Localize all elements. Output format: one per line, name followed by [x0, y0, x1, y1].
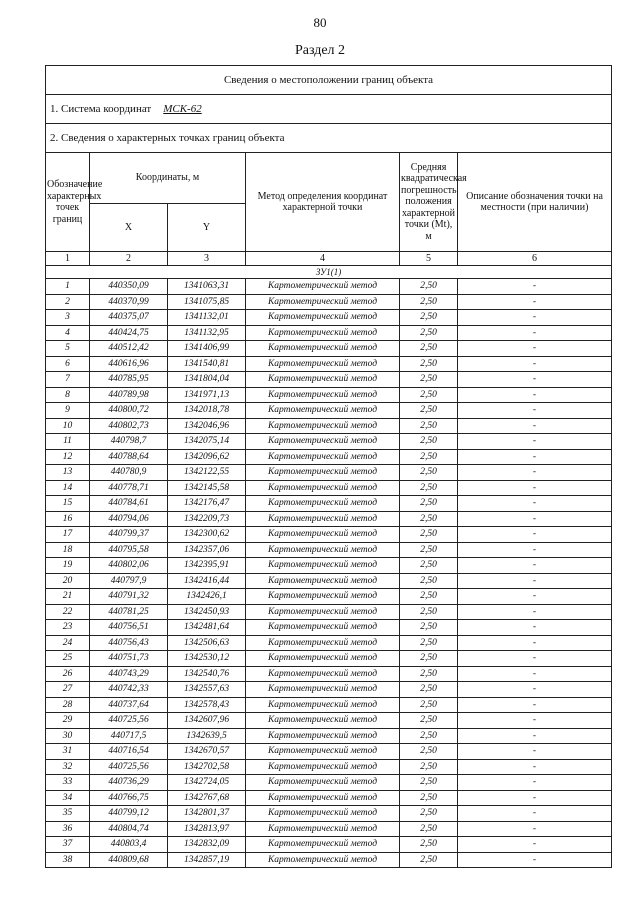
method: Картометрический метод [246, 759, 400, 775]
header-x: X [90, 204, 168, 252]
x-coordinate: 440804,74 [90, 821, 168, 837]
accuracy: 2,50 [400, 852, 458, 868]
accuracy: 2,50 [400, 372, 458, 388]
method: Картометрический метод [246, 511, 400, 527]
method: Картометрический метод [246, 852, 400, 868]
column-number: 3 [168, 252, 246, 266]
y-coordinate: 1342607,96 [168, 713, 246, 729]
method: Картометрический метод [246, 325, 400, 341]
accuracy: 2,50 [400, 604, 458, 620]
point-number: 7 [46, 372, 90, 388]
method: Картометрический метод [246, 573, 400, 589]
x-coordinate: 440350,09 [90, 279, 168, 295]
accuracy: 2,50 [400, 790, 458, 806]
accuracy: 2,50 [400, 713, 458, 729]
point-number: 36 [46, 821, 90, 837]
method: Картометрический метод [246, 279, 400, 295]
description: - [458, 713, 612, 729]
x-coordinate: 440781,25 [90, 604, 168, 620]
description: - [458, 387, 612, 403]
method: Картометрический метод [246, 294, 400, 310]
accuracy: 2,50 [400, 434, 458, 450]
x-coordinate: 440785,95 [90, 372, 168, 388]
point-number: 10 [46, 418, 90, 434]
accuracy: 2,50 [400, 496, 458, 512]
method: Картометрический метод [246, 589, 400, 605]
accuracy: 2,50 [400, 728, 458, 744]
x-coordinate: 440802,06 [90, 558, 168, 574]
method: Картометрический метод [246, 558, 400, 574]
x-coordinate: 440751,73 [90, 651, 168, 667]
point-number: 31 [46, 744, 90, 760]
coord-system-value: МСК-62 [163, 103, 202, 115]
accuracy: 2,50 [400, 682, 458, 698]
x-coordinate: 440766,75 [90, 790, 168, 806]
y-coordinate: 1342578,43 [168, 697, 246, 713]
point-number: 9 [46, 403, 90, 419]
method: Картометрический метод [246, 775, 400, 791]
point-number: 5 [46, 341, 90, 357]
method: Картометрический метод [246, 744, 400, 760]
table-row [46, 806, 612, 822]
table-row [46, 465, 612, 481]
point-number: 33 [46, 775, 90, 791]
point-number: 17 [46, 527, 90, 543]
y-coordinate: 1342122,55 [168, 465, 246, 481]
point-number: 6 [46, 356, 90, 372]
table-row [46, 434, 612, 450]
x-coordinate: 440756,43 [90, 635, 168, 651]
accuracy: 2,50 [400, 449, 458, 465]
point-number: 29 [46, 713, 90, 729]
x-coordinate: 440803,4 [90, 837, 168, 853]
description: - [458, 728, 612, 744]
description: - [458, 480, 612, 496]
table-row [46, 713, 612, 729]
x-coordinate: 440788,64 [90, 449, 168, 465]
x-coordinate: 440789,98 [90, 387, 168, 403]
accuracy: 2,50 [400, 573, 458, 589]
description: - [458, 511, 612, 527]
x-coordinate: 440795,58 [90, 542, 168, 558]
accuracy: 2,50 [400, 465, 458, 481]
table-row [46, 511, 612, 527]
description: - [458, 341, 612, 357]
y-coordinate: 1342530,12 [168, 651, 246, 667]
y-coordinate: 1342145,58 [168, 480, 246, 496]
y-coordinate: 1342813,97 [168, 821, 246, 837]
y-coordinate: 1342557,63 [168, 682, 246, 698]
point-number: 2 [46, 294, 90, 310]
header-point: Обозначение характерных точек границ [46, 153, 90, 252]
accuracy: 2,50 [400, 589, 458, 605]
land-unit-label: ЗУ1(1) [46, 266, 612, 279]
x-coordinate: 440791,32 [90, 589, 168, 605]
y-coordinate: 1342724,05 [168, 775, 246, 791]
accuracy: 2,50 [400, 403, 458, 419]
method: Картометрический метод [246, 372, 400, 388]
accuracy: 2,50 [400, 511, 458, 527]
y-coordinate: 1342481,64 [168, 620, 246, 636]
method: Картометрический метод [246, 387, 400, 403]
table-row [46, 542, 612, 558]
table-row [46, 635, 612, 651]
column-number: 5 [400, 252, 458, 266]
y-coordinate: 1342702,58 [168, 759, 246, 775]
description: - [458, 527, 612, 543]
description: - [458, 837, 612, 853]
description: - [458, 635, 612, 651]
point-number: 25 [46, 651, 90, 667]
x-coordinate: 440512,42 [90, 341, 168, 357]
description: - [458, 759, 612, 775]
column-number: 2 [90, 252, 168, 266]
column-number: 1 [46, 252, 90, 266]
x-coordinate: 440799,37 [90, 527, 168, 543]
method: Картометрический метод [246, 837, 400, 853]
y-coordinate: 1342018,78 [168, 403, 246, 419]
table-row [46, 852, 612, 868]
point-number: 32 [46, 759, 90, 775]
method: Картометрический метод [246, 527, 400, 543]
y-coordinate: 1342426,1 [168, 589, 246, 605]
page-number: 80 [313, 15, 327, 30]
accuracy: 2,50 [400, 387, 458, 403]
table-row [46, 775, 612, 791]
accuracy: 2,50 [400, 821, 458, 837]
y-coordinate: 1342767,68 [168, 790, 246, 806]
x-coordinate: 440794,06 [90, 511, 168, 527]
boundary-table [45, 65, 612, 868]
point-number: 24 [46, 635, 90, 651]
accuracy: 2,50 [400, 356, 458, 372]
y-coordinate: 1341132,95 [168, 325, 246, 341]
table-row [46, 821, 612, 837]
header-coords: Координаты, м [90, 153, 246, 204]
description: - [458, 372, 612, 388]
method: Картометрический метод [246, 449, 400, 465]
description: - [458, 558, 612, 574]
description: - [458, 279, 612, 295]
y-coordinate: 1342300,62 [168, 527, 246, 543]
x-coordinate: 440725,56 [90, 713, 168, 729]
description: - [458, 775, 612, 791]
description: - [458, 806, 612, 822]
description: - [458, 325, 612, 341]
method: Картометрический метод [246, 790, 400, 806]
y-coordinate: 1341804,04 [168, 372, 246, 388]
description: - [458, 434, 612, 450]
description: - [458, 310, 612, 326]
table-row [46, 573, 612, 589]
method: Картометрический метод [246, 310, 400, 326]
table-row [46, 682, 612, 698]
method: Картометрический метод [246, 651, 400, 667]
method: Картометрический метод [246, 496, 400, 512]
y-coordinate: 1341063,31 [168, 279, 246, 295]
point-number: 34 [46, 790, 90, 806]
table-row [46, 697, 612, 713]
column-numbers-row [46, 252, 612, 266]
point-number: 1 [46, 279, 90, 295]
method: Картометрический метод [246, 635, 400, 651]
accuracy: 2,50 [400, 480, 458, 496]
accuracy: 2,50 [400, 697, 458, 713]
point-number: 12 [46, 449, 90, 465]
y-coordinate: 1342209,73 [168, 511, 246, 527]
table-row [46, 449, 612, 465]
accuracy: 2,50 [400, 775, 458, 791]
accuracy: 2,50 [400, 806, 458, 822]
y-coordinate: 1342832,09 [168, 837, 246, 853]
y-coordinate: 1341540,81 [168, 356, 246, 372]
point-number: 18 [46, 542, 90, 558]
accuracy: 2,50 [400, 418, 458, 434]
coord-system-label: 1. Система координат [50, 103, 152, 115]
table-row [46, 837, 612, 853]
x-coordinate: 440778,71 [90, 480, 168, 496]
point-number: 37 [46, 837, 90, 853]
description: - [458, 682, 612, 698]
description: - [458, 449, 612, 465]
method: Картометрический метод [246, 682, 400, 698]
description: - [458, 589, 612, 605]
x-coordinate: 440756,51 [90, 620, 168, 636]
point-number: 8 [46, 387, 90, 403]
description: - [458, 542, 612, 558]
accuracy: 2,50 [400, 635, 458, 651]
table-row [46, 604, 612, 620]
table-row [46, 310, 612, 326]
method: Картометрический метод [246, 821, 400, 837]
x-coordinate: 440736,29 [90, 775, 168, 791]
y-coordinate: 1341971,13 [168, 387, 246, 403]
description: - [458, 573, 612, 589]
table-row [46, 294, 612, 310]
points-title: 2. Сведения о характерных точках границ объекта [46, 124, 612, 153]
description: - [458, 356, 612, 372]
description: - [458, 403, 612, 419]
method: Картометрический метод [246, 403, 400, 419]
accuracy: 2,50 [400, 294, 458, 310]
x-coordinate: 440716,54 [90, 744, 168, 760]
x-coordinate: 440802,73 [90, 418, 168, 434]
table-row [46, 279, 612, 295]
table-row [46, 527, 612, 543]
method: Картометрический метод [246, 666, 400, 682]
method: Картометрический метод [246, 418, 400, 434]
table-row [46, 759, 612, 775]
accuracy: 2,50 [400, 341, 458, 357]
method: Картометрический метод [246, 620, 400, 636]
point-number: 20 [46, 573, 90, 589]
table-title: Сведения о местоположении границ объекта [46, 66, 612, 95]
table-row [46, 744, 612, 760]
point-number: 11 [46, 434, 90, 450]
table-row [46, 651, 612, 667]
header-accuracy: Средняя квадратическая погрешность положения характерной точки (Mt), м [400, 153, 458, 252]
header-y: Y [168, 204, 246, 252]
method: Картометрический метод [246, 434, 400, 450]
table-row [46, 372, 612, 388]
description: - [458, 465, 612, 481]
table-row [46, 480, 612, 496]
method: Картометрический метод [246, 356, 400, 372]
y-coordinate: 1342046,96 [168, 418, 246, 434]
x-coordinate: 440742,33 [90, 682, 168, 698]
x-coordinate: 440798,7 [90, 434, 168, 450]
table-row [46, 356, 612, 372]
y-coordinate: 1342801,37 [168, 806, 246, 822]
point-number: 28 [46, 697, 90, 713]
x-coordinate: 440737,64 [90, 697, 168, 713]
point-number: 13 [46, 465, 90, 481]
y-coordinate: 1342450,93 [168, 604, 246, 620]
method: Картометрический метод [246, 341, 400, 357]
table-row [46, 387, 612, 403]
table-row [46, 418, 612, 434]
method: Картометрический метод [246, 480, 400, 496]
description: - [458, 294, 612, 310]
accuracy: 2,50 [400, 558, 458, 574]
x-coordinate: 440717,5 [90, 728, 168, 744]
y-coordinate: 1341132,01 [168, 310, 246, 326]
table-row [46, 403, 612, 419]
point-number: 27 [46, 682, 90, 698]
accuracy: 2,50 [400, 325, 458, 341]
x-coordinate: 440784,61 [90, 496, 168, 512]
method: Картометрический метод [246, 728, 400, 744]
y-coordinate: 1342639,5 [168, 728, 246, 744]
x-coordinate: 440616,96 [90, 356, 168, 372]
table-row [46, 325, 612, 341]
table-row [46, 666, 612, 682]
accuracy: 2,50 [400, 279, 458, 295]
accuracy: 2,50 [400, 759, 458, 775]
point-number: 19 [46, 558, 90, 574]
point-number: 22 [46, 604, 90, 620]
description: - [458, 651, 612, 667]
table-row [46, 620, 612, 636]
accuracy: 2,50 [400, 542, 458, 558]
column-number: 4 [246, 252, 400, 266]
point-number: 30 [46, 728, 90, 744]
accuracy: 2,50 [400, 651, 458, 667]
x-coordinate: 440780,9 [90, 465, 168, 481]
y-coordinate: 1342540,76 [168, 666, 246, 682]
table-row [46, 496, 612, 512]
method: Картометрический метод [246, 542, 400, 558]
point-number: 15 [46, 496, 90, 512]
accuracy: 2,50 [400, 310, 458, 326]
method: Картометрический метод [246, 604, 400, 620]
table-row [46, 790, 612, 806]
description: - [458, 418, 612, 434]
y-coordinate: 1342857,19 [168, 852, 246, 868]
y-coordinate: 1342357,06 [168, 542, 246, 558]
description: - [458, 604, 612, 620]
header-description: Описание обозначения точки на местности (при наличии) [458, 153, 612, 252]
description: - [458, 697, 612, 713]
accuracy: 2,50 [400, 837, 458, 853]
x-coordinate: 440743,29 [90, 666, 168, 682]
method: Картометрический метод [246, 697, 400, 713]
y-coordinate: 1342395,91 [168, 558, 246, 574]
x-coordinate: 440797,9 [90, 573, 168, 589]
x-coordinate: 440800,72 [90, 403, 168, 419]
description: - [458, 496, 612, 512]
point-number: 4 [46, 325, 90, 341]
y-coordinate: 1342670,57 [168, 744, 246, 760]
y-coordinate: 1342096,62 [168, 449, 246, 465]
point-number: 14 [46, 480, 90, 496]
x-coordinate: 440809,68 [90, 852, 168, 868]
description: - [458, 821, 612, 837]
accuracy: 2,50 [400, 620, 458, 636]
description: - [458, 852, 612, 868]
accuracy: 2,50 [400, 666, 458, 682]
point-number: 38 [46, 852, 90, 868]
y-coordinate: 1342176,47 [168, 496, 246, 512]
column-number: 6 [458, 252, 612, 266]
point-number: 21 [46, 589, 90, 605]
point-number: 23 [46, 620, 90, 636]
y-coordinate: 1342075,14 [168, 434, 246, 450]
y-coordinate: 1341406,99 [168, 341, 246, 357]
point-number: 16 [46, 511, 90, 527]
table-row [46, 341, 612, 357]
description: - [458, 620, 612, 636]
table-row [46, 728, 612, 744]
method: Картометрический метод [246, 806, 400, 822]
coord-system-row [46, 95, 612, 124]
section-title: Раздел 2 [294, 43, 346, 58]
accuracy: 2,50 [400, 527, 458, 543]
table-row [46, 589, 612, 605]
point-number: 3 [46, 310, 90, 326]
y-coordinate: 1342506,63 [168, 635, 246, 651]
accuracy: 2,50 [400, 744, 458, 760]
description: - [458, 790, 612, 806]
method: Картометрический метод [246, 713, 400, 729]
x-coordinate: 440370,99 [90, 294, 168, 310]
x-coordinate: 440799,12 [90, 806, 168, 822]
point-number: 35 [46, 806, 90, 822]
table-row [46, 558, 612, 574]
description: - [458, 744, 612, 760]
point-number: 26 [46, 666, 90, 682]
x-coordinate: 440424,75 [90, 325, 168, 341]
x-coordinate: 440375,07 [90, 310, 168, 326]
header-method: Метод определения координат характерной точки [246, 153, 400, 252]
method: Картометрический метод [246, 465, 400, 481]
description: - [458, 666, 612, 682]
x-coordinate: 440725,56 [90, 759, 168, 775]
y-coordinate: 1341075,85 [168, 294, 246, 310]
y-coordinate: 1342416,44 [168, 573, 246, 589]
